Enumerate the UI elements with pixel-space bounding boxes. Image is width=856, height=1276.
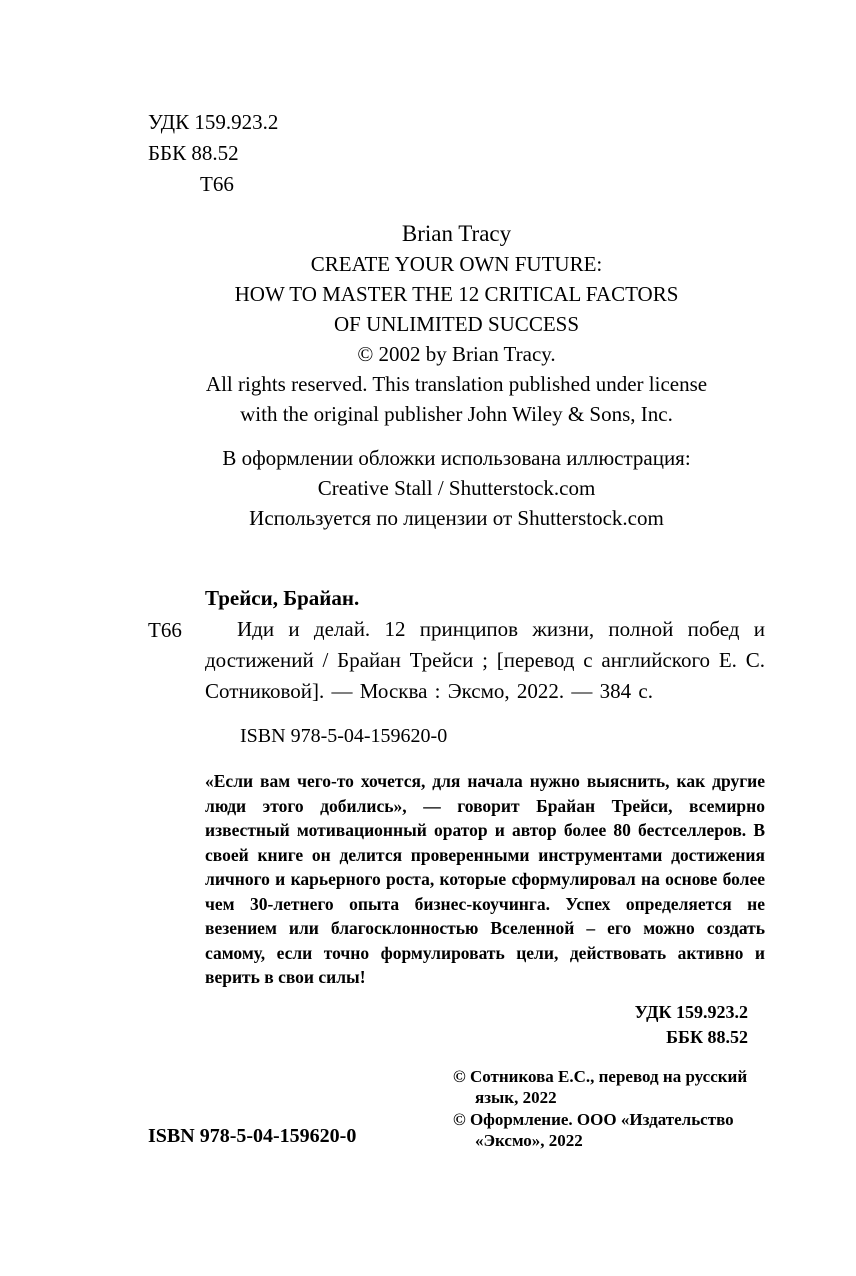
catalog-author-heading: Трейси, Брайан. [205, 586, 360, 610]
classification-codes-top [148, 107, 765, 200]
author-sign-margin: Т66 [148, 618, 182, 642]
classification-codes-bottom [148, 1000, 748, 1050]
annotation-paragraph: «Если вам чего-то хочется, для начала нужно выяснить, как другие люди этого добились», — говорит Брайан Трейси, всемирно известный мотивационный оратор и автор более 80 бестселлеров. В своей книге он делится проверенными инструментами достижения личного и карьерного роста, которые сформулировал на основе более чем 30-летнего опыта бизнес-коучинга. Успех определяется не везением или благосклонностью Вселенной – его можно создать самому, если точно формулировать цели, действовать активно и верить в свои силы! [205, 771, 765, 987]
bottom-row [148, 1066, 765, 1152]
original-title-line-1: CREATE YOUR OWN FUTURE: [310, 252, 603, 276]
copyright-block [453, 1066, 765, 1152]
isbn-bottom: ISBN 978-5-04-159620-0 [148, 1124, 357, 1147]
catalog-description: Иди и делай. 12 принципов жизни, полной побед и достижений / Брайан Трейси ; [перевод с английского Е. С. Сотниковой]. — Москва : Эксмо, 2022. — 384 с. [205, 617, 765, 703]
rights-line-1: All rights reserved. This translation published under license [205, 372, 708, 396]
original-copyright: © 2002 by Brian Tracy. [357, 342, 556, 366]
catalog-card [148, 583, 765, 748]
copyright-translation: © Сотникова Е.С., перевод на русский язык, 2022 [453, 1066, 748, 1107]
bbk-code-top: ББК 88.52 [148, 141, 239, 165]
bbk-code-bottom: ББК 88.52 [666, 1026, 748, 1047]
udk-code-bottom: УДК 159.923.2 [634, 1001, 748, 1022]
cover-credit-line-3: Используется по лицензии от Shutterstock.com [249, 506, 664, 530]
udk-code-top: УДК 159.923.2 [148, 110, 279, 134]
copyright-design: © Оформление. ООО «Издательство «Эксмо», 2022 [453, 1109, 734, 1150]
rights-line-2: with the original publisher John Wiley & Sons, Inc. [240, 402, 673, 426]
catalog-isbn: ISBN 978-5-04-159620-0 [240, 725, 448, 747]
original-edition-block [148, 219, 765, 429]
cover-credit-block [148, 443, 765, 533]
author-sign-top: Т66 [200, 172, 234, 196]
original-author: Brian Tracy [401, 221, 512, 246]
cover-credit-line-2: Creative Stall / Shutterstock.com [317, 476, 596, 500]
original-title-line-3: OF UNLIMITED SUCCESS [333, 312, 580, 336]
original-title-line-2: HOW TO MASTER THE 12 CRITICAL FACTORS [234, 282, 679, 306]
cover-credit-line-1: В оформлении обложки использована иллюстрация: [222, 446, 691, 470]
